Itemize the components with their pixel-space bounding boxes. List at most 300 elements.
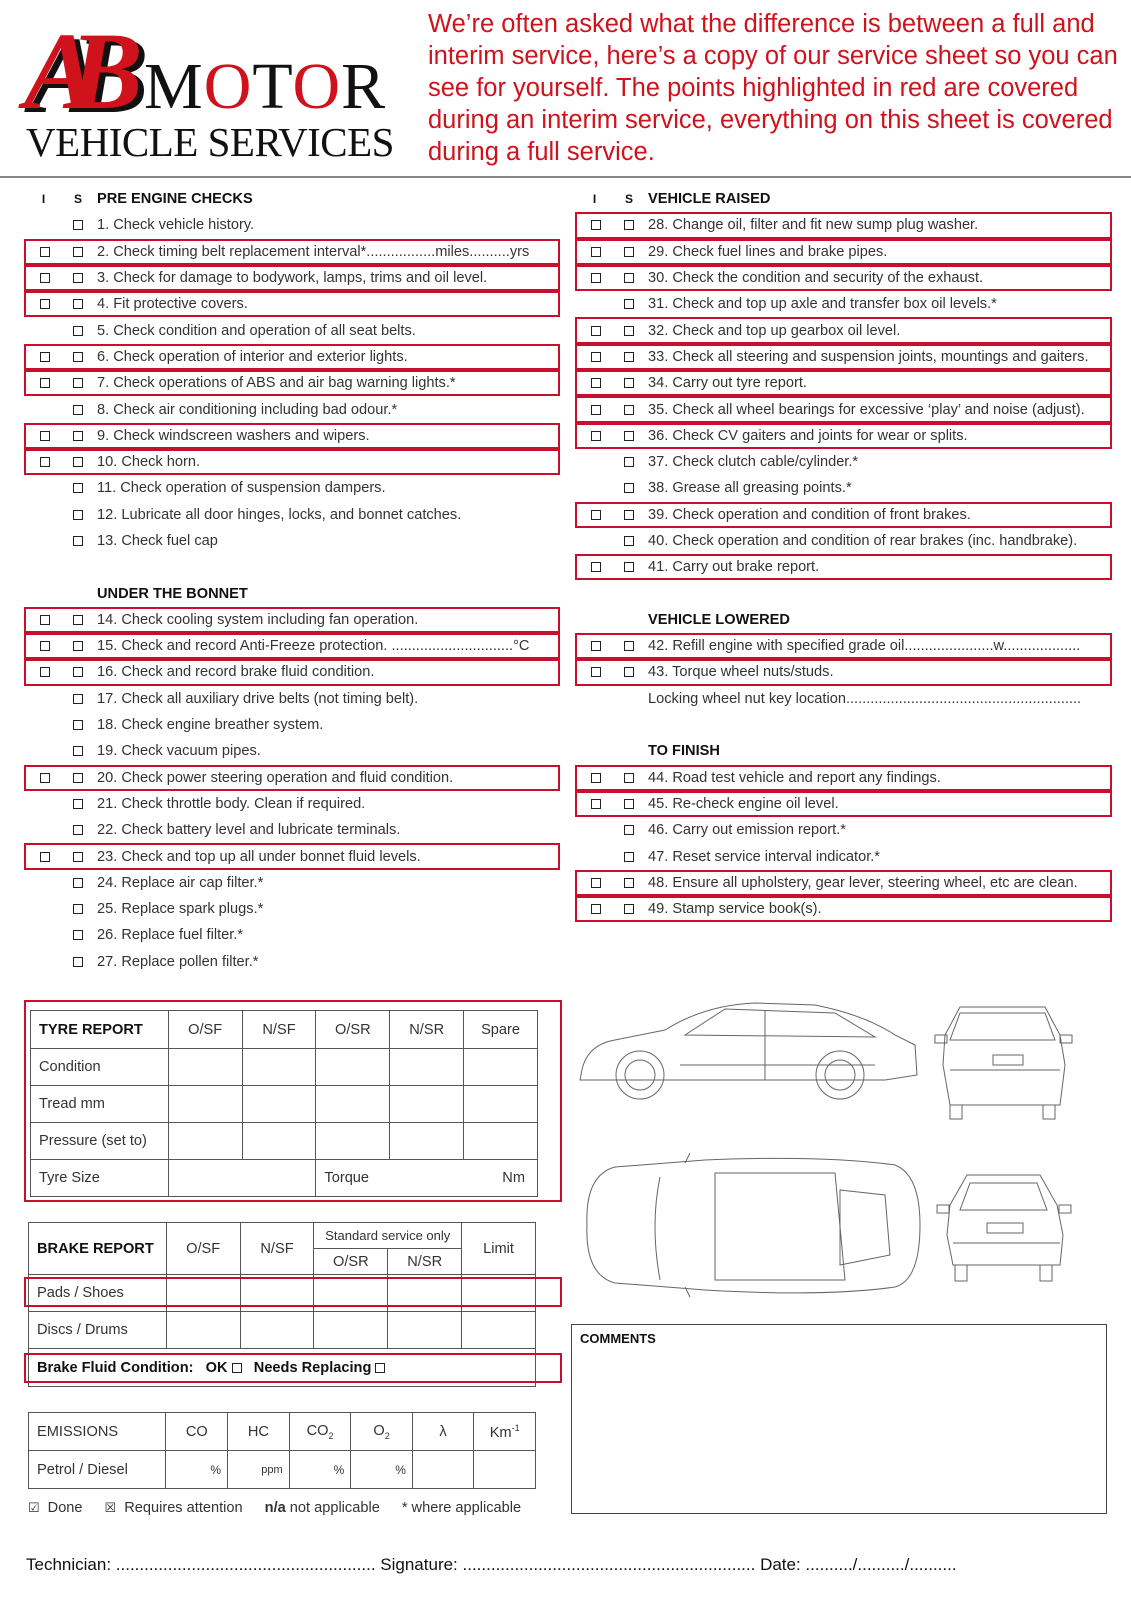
checklist-item-label: 2. Check timing belt replacement interval*.................miles..........yrs	[97, 243, 530, 260]
interim-cell	[577, 799, 614, 809]
standard-cell	[63, 536, 93, 546]
standard-cell	[614, 457, 644, 467]
signoff-line	[26, 1555, 957, 1575]
checklist-item-label: 39. Check operation and condition of front brakes.	[648, 506, 971, 523]
interim-checkbox[interactable]	[591, 273, 601, 283]
brake-col-osf: O/SF	[166, 1223, 240, 1275]
interim-checkbox[interactable]	[591, 799, 601, 809]
checklist-item	[24, 870, 560, 896]
checklist-item	[575, 370, 1112, 396]
standard-checkbox[interactable]	[624, 220, 634, 230]
tyre-cell[interactable]	[168, 1049, 242, 1086]
standard-checkbox[interactable]	[73, 431, 83, 441]
brake-cell[interactable]	[240, 1312, 314, 1349]
logo-subtitle: VEHICLE SERVICES	[26, 119, 394, 165]
standard-cell	[63, 746, 93, 756]
standard-checkbox[interactable]	[624, 352, 634, 362]
interim-checkbox[interactable]	[591, 378, 601, 388]
standard-cell	[63, 694, 93, 704]
standard-checkbox[interactable]	[624, 457, 634, 467]
checklist-item-label: 44. Road test vehicle and report any findings.	[648, 769, 941, 786]
checklist-item-label: 16. Check and record brake fluid condition.	[97, 664, 375, 681]
checklist-item	[575, 791, 1112, 817]
section-heading	[575, 738, 1112, 764]
checklist-item	[24, 265, 560, 291]
signature-field[interactable]: Signature: ..............................................................	[380, 1555, 756, 1574]
checklist-item-label: 40. Check operation and condition of rear brakes (inc. handbrake).	[648, 533, 1078, 549]
standard-checkbox[interactable]	[624, 483, 634, 493]
legend-where-applicable: * where applicable	[401, 1500, 522, 1516]
standard-checkbox[interactable]	[73, 641, 83, 651]
comments-title: COMMENTS	[580, 1331, 656, 1346]
standard-cell	[614, 852, 644, 862]
brake-col-limit: Limit	[462, 1223, 536, 1275]
standard-cell	[614, 799, 644, 809]
section-title: PRE ENGINE CHECKS	[97, 191, 253, 208]
tyre-report-highlight	[24, 1000, 562, 1202]
checklist-item	[24, 344, 560, 370]
interim-checkbox[interactable]	[40, 773, 50, 783]
tyre-cell[interactable]	[464, 1086, 538, 1123]
checklist-item	[575, 870, 1112, 896]
checklist-item	[24, 633, 560, 659]
legend-na-bold: n/a	[264, 1500, 286, 1516]
right-checklist-column	[575, 186, 1112, 922]
emissions-col-hc: HC	[228, 1413, 290, 1451]
standard-cell	[63, 825, 93, 835]
checklist-item	[24, 528, 560, 554]
checklist-item-label: 13. Check fuel cap	[97, 533, 218, 549]
standard-cell	[63, 247, 93, 257]
emissions-col-lambda: λ	[412, 1413, 473, 1451]
checklist-item-label: 36. Check CV gaiters and joints for wear or splits.	[648, 427, 968, 444]
tyre-row-tread: Tread mm	[31, 1086, 169, 1123]
checklist-item-label: 11. Check operation of suspension dampers.	[97, 480, 386, 497]
standard-cell	[63, 457, 93, 467]
tyre-cell[interactable]	[316, 1049, 390, 1086]
interim-checkbox[interactable]	[40, 615, 50, 625]
tyre-cell[interactable]	[390, 1049, 464, 1086]
tyre-cell[interactable]	[168, 1086, 242, 1123]
standard-cell	[63, 904, 93, 914]
standard-cell	[614, 273, 644, 283]
emissions-col-co2: $CO_2$	[289, 1413, 351, 1451]
interim-checkbox[interactable]	[591, 352, 601, 362]
standard-cell	[614, 510, 644, 520]
tyre-cell[interactable]	[242, 1049, 316, 1086]
torque-unit: Nm	[502, 1170, 525, 1186]
brake-cell[interactable]	[462, 1312, 536, 1349]
checklist-item	[24, 502, 560, 528]
interim-cell	[26, 852, 63, 862]
standard-cell	[614, 641, 644, 651]
standard-checkbox[interactable]	[73, 904, 83, 914]
emissions-cell-co2[interactable]: %	[289, 1451, 351, 1489]
legend-done: Done	[47, 1500, 83, 1516]
standard-cell	[63, 510, 93, 520]
comments-box[interactable]	[571, 1324, 1107, 1514]
checklist-item-label: 19. Check vacuum pipes.	[97, 743, 261, 760]
checklist-item-label: 5. Check condition and operation of all seat belts.	[97, 322, 416, 339]
car-side-view-icon	[580, 1003, 917, 1099]
standard-checkbox[interactable]	[73, 352, 83, 362]
standard-cell	[63, 667, 93, 677]
interim-cell	[577, 220, 614, 230]
standard-cell	[63, 773, 93, 783]
interim-checkbox[interactable]	[591, 220, 601, 230]
interim-checkbox[interactable]	[591, 878, 601, 888]
standard-cell	[63, 483, 93, 493]
standard-checkbox[interactable]	[624, 536, 634, 546]
interim-checkbox[interactable]	[591, 562, 601, 572]
tyre-cell[interactable]	[390, 1086, 464, 1123]
brake-cell[interactable]	[314, 1312, 388, 1349]
standard-cell	[63, 273, 93, 283]
standard-cell	[63, 799, 93, 809]
checklist-item-label: 34. Carry out tyre report.	[648, 375, 807, 392]
standard-checkbox[interactable]	[624, 562, 634, 572]
interim-cell	[577, 878, 614, 888]
interim-cell	[577, 773, 614, 783]
logo-motor-word: MOTOR	[144, 50, 387, 123]
standard-checkbox[interactable]	[624, 510, 634, 520]
section-spacer	[575, 580, 1112, 606]
checklist-item-label: 9. Check windscreen washers and wipers.	[97, 427, 370, 444]
tyre-col-spare: Spare	[464, 1011, 538, 1049]
interim-column-header: I	[41, 192, 46, 207]
standard-checkbox[interactable]	[73, 510, 83, 520]
standard-checkbox[interactable]	[624, 299, 634, 309]
checklist-item	[24, 922, 560, 948]
checklist-item	[575, 239, 1112, 265]
interim-checkbox[interactable]	[40, 273, 50, 283]
emissions-row-fuel: Petrol / Diesel	[29, 1451, 166, 1489]
standard-checkbox[interactable]	[73, 405, 83, 415]
interim-cell	[577, 247, 614, 257]
checklist-item-label: 45. Re-check engine oil level.	[648, 795, 839, 812]
standard-checkbox[interactable]	[73, 483, 83, 493]
logo-ab-monogram: AB	[24, 10, 115, 132]
interim-checkbox[interactable]	[40, 247, 50, 257]
standard-checkbox[interactable]	[624, 431, 634, 441]
standard-cell	[63, 352, 93, 362]
brake-standard-group: Standard service only	[314, 1223, 462, 1249]
tyre-cell[interactable]	[464, 1049, 538, 1086]
vehicle-diagram[interactable]	[575, 995, 1105, 1315]
checklist-item-label: 18. Check engine breather system.	[97, 717, 324, 734]
standard-column-header: S	[73, 192, 82, 207]
tyre-cell[interactable]	[242, 1123, 316, 1160]
standard-checkbox[interactable]	[624, 773, 634, 783]
interim-cell	[26, 352, 63, 362]
standard-checkbox[interactable]	[73, 799, 83, 809]
interim-cell	[26, 667, 63, 677]
legend-na: not applicable	[289, 1500, 380, 1516]
interim-checkbox[interactable]	[40, 641, 50, 651]
checklist-item-label: 48. Ensure all upholstery, gear lever, steering wheel, etc are clean.	[648, 874, 1078, 891]
standard-cell	[63, 852, 93, 862]
interim-checkbox[interactable]	[591, 431, 601, 441]
checklist-item-label: 14. Check cooling system including fan operation.	[97, 611, 419, 628]
brake-row-discs: Discs / Drums	[29, 1312, 167, 1349]
interim-cell	[26, 431, 63, 441]
brake-cell[interactable]	[388, 1312, 462, 1349]
checklist-item	[24, 449, 560, 475]
section-heading	[575, 607, 1112, 633]
standard-cell	[614, 431, 644, 441]
standard-cell	[63, 326, 93, 336]
standard-cell	[63, 431, 93, 441]
standard-checkbox[interactable]	[624, 852, 634, 862]
tyre-col-osr: O/SR	[316, 1011, 390, 1049]
standard-cell	[614, 773, 644, 783]
checklist-item	[575, 528, 1112, 554]
checklist-item	[575, 265, 1112, 291]
standard-cell	[614, 378, 644, 388]
standard-checkbox[interactable]	[624, 799, 634, 809]
interim-checkbox[interactable]	[40, 431, 50, 441]
interim-cell	[577, 431, 614, 441]
interim-cell	[577, 378, 614, 388]
pads-shoes-highlight	[24, 1277, 562, 1307]
left-checklist-column	[24, 186, 560, 975]
intro-text: We’re often asked what the difference is between a full and interim service, here’s a copy of our service sheet so you can see for yourself. The points highlighted in red are covered during an interim service, everything on this sheet is covered during a full service.	[428, 10, 1118, 166]
checklist-item	[575, 765, 1112, 791]
checklist-item	[24, 212, 560, 238]
checklist-item	[575, 396, 1112, 422]
standard-checkbox[interactable]	[624, 641, 634, 651]
interim-checkbox[interactable]	[40, 299, 50, 309]
standard-checkbox[interactable]	[73, 746, 83, 756]
checklist-item	[575, 554, 1112, 580]
tyre-cell[interactable]	[464, 1123, 538, 1160]
checklist-item-label: 7. Check operations of ABS and air bag warning lights.*	[97, 375, 456, 392]
tyre-cell[interactable]	[168, 1123, 242, 1160]
checklist-item	[24, 239, 560, 265]
interim-checkbox[interactable]	[40, 457, 50, 467]
section-heading	[575, 186, 1112, 212]
interim-checkbox[interactable]	[591, 667, 601, 677]
emissions-title: EMISSIONS	[29, 1413, 166, 1451]
checklist-item	[24, 396, 560, 422]
checklist-item	[24, 738, 560, 764]
brake-cell[interactable]	[166, 1312, 240, 1349]
emissions-cell-hc[interactable]: ppm	[228, 1451, 290, 1489]
emissions-cell-o2[interactable]: %	[351, 1451, 413, 1489]
standard-cell	[614, 904, 644, 914]
standard-column-header: S	[624, 192, 633, 207]
section-title: VEHICLE LOWERED	[648, 611, 790, 628]
standard-cell	[614, 326, 644, 336]
checklist-item	[24, 896, 560, 922]
interim-cell	[577, 562, 614, 572]
standard-checkbox[interactable]	[624, 904, 634, 914]
checklist-item-label: 28. Change oil, filter and fit new sump plug washer.	[648, 217, 979, 234]
checklist-item	[24, 765, 560, 791]
checklist-item	[24, 423, 560, 449]
torque-cell[interactable]	[316, 1160, 538, 1197]
interim-checkbox[interactable]	[591, 326, 601, 336]
checklist-item-label: 29. Check fuel lines and brake pipes.	[648, 243, 888, 260]
standard-checkbox[interactable]	[624, 326, 634, 336]
standard-cell	[63, 405, 93, 415]
date-field[interactable]: Date: ........../........../..........	[760, 1555, 957, 1574]
checklist-item	[24, 791, 560, 817]
standard-cell	[63, 930, 93, 940]
interim-checkbox[interactable]	[591, 904, 601, 914]
standard-checkbox[interactable]	[73, 326, 83, 336]
interim-checkbox[interactable]	[40, 352, 50, 362]
tyre-report-title: TYRE REPORT	[31, 1011, 169, 1049]
standard-checkbox[interactable]	[73, 273, 83, 283]
emissions-col-co: CO	[166, 1413, 228, 1451]
checklist-item	[575, 449, 1112, 475]
interim-checkbox[interactable]	[40, 852, 50, 862]
standard-checkbox[interactable]	[73, 615, 83, 625]
standard-checkbox[interactable]	[73, 773, 83, 783]
interim-cell	[26, 299, 63, 309]
section-title: TO FINISH	[648, 743, 720, 760]
car-top-view-icon	[587, 1153, 920, 1297]
checklist-item	[24, 686, 560, 712]
checklist-item	[575, 502, 1112, 528]
checklist-item	[24, 607, 560, 633]
standard-checkbox[interactable]	[73, 825, 83, 835]
section-spacer	[575, 712, 1112, 738]
standard-checkbox[interactable]	[73, 878, 83, 888]
checklist-item-label: 4. Fit protective covers.	[97, 296, 248, 313]
standard-cell	[614, 352, 644, 362]
technician-field[interactable]: Technician: .......................................................	[26, 1555, 376, 1574]
tyre-cell[interactable]	[316, 1123, 390, 1160]
standard-checkbox[interactable]	[73, 694, 83, 704]
standard-checkbox[interactable]	[73, 720, 83, 730]
legend	[28, 1500, 521, 1516]
checklist-item	[575, 423, 1112, 449]
checklist-item-label: 20. Check power steering operation and fluid condition.	[97, 769, 454, 786]
interim-cell	[577, 667, 614, 677]
checklist-item-label: 1. Check vehicle history.	[97, 217, 255, 234]
interim-checkbox[interactable]	[591, 247, 601, 257]
interim-checkbox[interactable]	[591, 773, 601, 783]
standard-checkbox[interactable]	[624, 378, 634, 388]
interim-checkbox[interactable]	[591, 641, 601, 651]
interim-checkbox[interactable]	[40, 378, 50, 388]
standard-cell	[63, 957, 93, 967]
tyre-cell[interactable]	[316, 1086, 390, 1123]
checklist-item-label: 37. Check clutch cable/cylinder.*	[648, 454, 859, 471]
standard-checkbox[interactable]	[624, 878, 634, 888]
checklist-item	[24, 949, 560, 975]
checklist-item-label: 22. Check battery level and lubricate terminals.	[97, 822, 401, 839]
checklist-item	[24, 817, 560, 843]
tyre-cell[interactable]	[390, 1123, 464, 1160]
emissions-cell-lambda[interactable]	[412, 1451, 473, 1489]
standard-checkbox[interactable]	[73, 378, 83, 388]
standard-checkbox[interactable]	[624, 825, 634, 835]
interim-cell	[26, 378, 63, 388]
standard-checkbox[interactable]	[73, 299, 83, 309]
emissions-cell-km[interactable]	[474, 1451, 536, 1489]
checklist-item	[24, 317, 560, 343]
standard-cell	[614, 536, 644, 546]
standard-checkbox[interactable]	[624, 405, 634, 415]
standard-checkbox[interactable]	[73, 667, 83, 677]
interim-checkbox[interactable]	[591, 510, 601, 520]
checklist-item-label: 6. Check operation of interior and exterior lights.	[97, 348, 408, 365]
checklist-item	[575, 344, 1112, 370]
checklist-item-label: 30. Check the condition and security of the exhaust.	[648, 270, 984, 287]
checklist-item-label: 49. Stamp service book(s).	[648, 901, 822, 918]
standard-checkbox[interactable]	[73, 852, 83, 862]
standard-cell	[63, 299, 93, 309]
checklist-item-label: 15. Check and record Anti-Freeze protection. ..............................°C	[97, 638, 530, 655]
section-heading	[24, 580, 560, 606]
standard-checkbox[interactable]	[73, 457, 83, 467]
tyre-row-condition: Condition	[31, 1049, 169, 1086]
emissions-cell-co[interactable]: %	[166, 1451, 228, 1489]
standard-cell	[63, 878, 93, 888]
checklist-item-label: 23. Check and top up all under bonnet fluid levels.	[97, 848, 421, 865]
section-spacer	[24, 554, 560, 580]
standard-checkbox[interactable]	[73, 220, 83, 230]
standard-cell	[614, 825, 644, 835]
interim-column-header: I	[592, 192, 597, 207]
checklist-item-label: 10. Check horn.	[97, 454, 201, 471]
checked-box-icon: ☑	[28, 1500, 40, 1515]
brake-col-nsf: N/SF	[240, 1223, 314, 1275]
brake-col-osr: O/SR	[314, 1249, 388, 1275]
checklist-item	[24, 291, 560, 317]
standard-checkbox[interactable]	[624, 667, 634, 677]
emissions-table	[28, 1412, 536, 1489]
standard-checkbox[interactable]	[73, 536, 83, 546]
interim-cell	[26, 641, 63, 651]
section-heading	[24, 186, 560, 212]
interim-checkbox[interactable]	[40, 667, 50, 677]
interim-cell	[577, 352, 614, 362]
standard-checkbox[interactable]	[73, 247, 83, 257]
standard-cell	[614, 299, 644, 309]
checklist-item-label: 33. Check all steering and suspension joints, mountings and gaiters.	[648, 348, 1089, 365]
checklist-item-label: 24. Replace air cap filter.*	[97, 874, 264, 891]
checklist-item-label: 21. Check throttle body. Clean if required.	[97, 795, 366, 812]
checklist-item-label: 3. Check for damage to bodywork, lamps, trims and oil level.	[97, 270, 488, 287]
interim-cell	[577, 326, 614, 336]
tyre-size-cell[interactable]	[168, 1160, 316, 1197]
checklist-item-label: 27. Replace pollen filter.*	[97, 953, 259, 970]
standard-cell	[63, 220, 93, 230]
standard-checkbox[interactable]	[73, 957, 83, 967]
emissions-col-km: $Km^{-1}$	[474, 1413, 536, 1451]
checklist-item-label: 31. Check and top up axle and transfer box oil levels.*	[648, 296, 997, 313]
tyre-report-table	[30, 1010, 538, 1197]
brake-fluid-label: Brake Fluid Condition:	[37, 1359, 194, 1376]
standard-checkbox[interactable]	[624, 247, 634, 257]
checklist-item-label: 8. Check air conditioning including bad odour.*	[97, 401, 398, 418]
checklist-item	[24, 475, 560, 501]
tyre-col-osf: O/SF	[168, 1011, 242, 1049]
standard-checkbox[interactable]	[73, 930, 83, 940]
car-rear-view-icon	[937, 1175, 1071, 1281]
tyre-cell[interactable]	[242, 1086, 316, 1123]
checklist-item	[24, 712, 560, 738]
brake-row-pads: Pads / Shoes	[29, 1275, 167, 1312]
tyre-col-nsf: N/SF	[242, 1011, 316, 1049]
interim-checkbox[interactable]	[591, 405, 601, 415]
interim-cell	[26, 773, 63, 783]
standard-checkbox[interactable]	[624, 273, 634, 283]
